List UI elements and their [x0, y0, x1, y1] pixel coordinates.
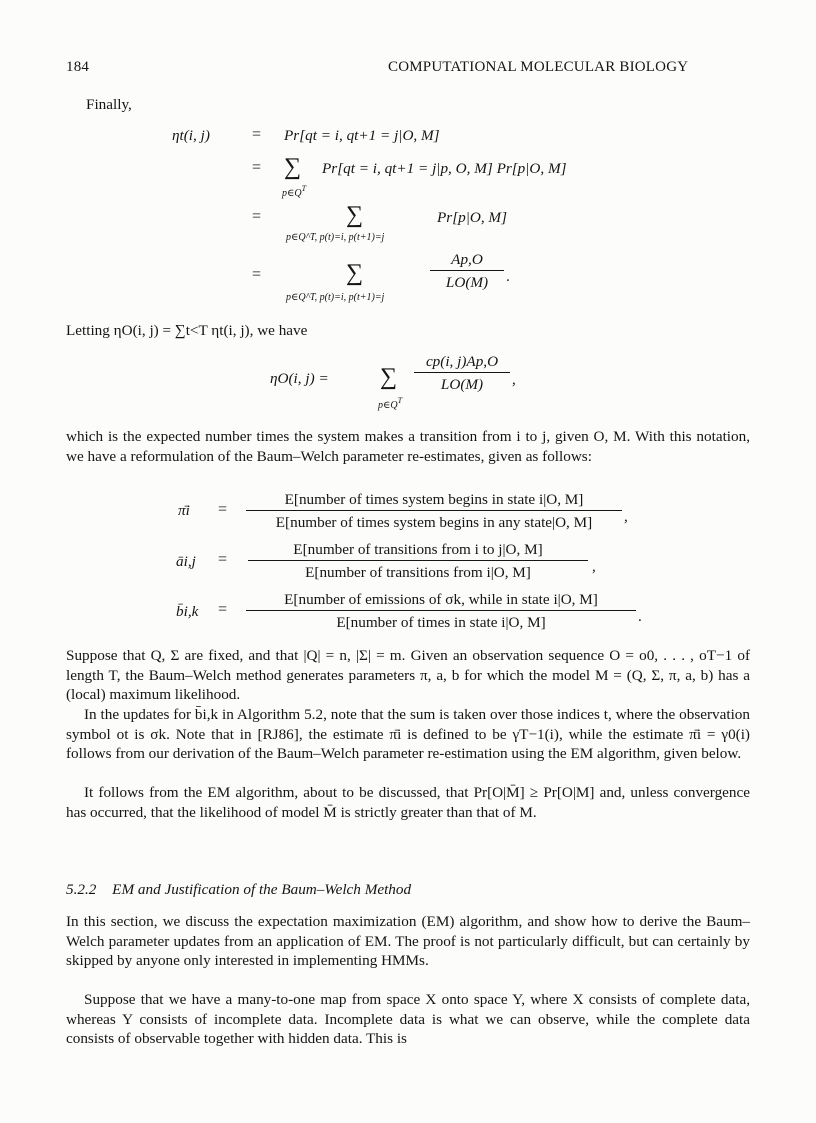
pi-bar-fraction [246, 490, 622, 532]
eta-line-4-denominator: LO(M) [445, 274, 489, 291]
pi-bar-lhs: π̄i [178, 502, 190, 519]
b-bar-denominator: E[number of times in state i|O, M] [336, 614, 546, 631]
section-title: EM and Justification of the Baum–Welch Method [112, 881, 412, 898]
a-bar-end: , [592, 558, 596, 575]
a-bar-numerator: E[number of transitions from i to j|O, M] [293, 541, 543, 558]
a-bar-rel: = [218, 551, 228, 568]
b-bar-fraction [246, 590, 636, 632]
eta-o-end: , [512, 371, 516, 388]
eta-line-2-under: $p\in Q^T$ [282, 184, 307, 199]
page-number: 184 [66, 59, 90, 75]
eta-line-4-end: . [506, 268, 510, 285]
fraction-bar [246, 510, 622, 511]
fraction-bar [430, 270, 504, 271]
running-title: COMPUTATIONAL MOLECULAR BIOLOGY [388, 59, 689, 75]
a-bar-denominator: E[number of transitions from i|O, M] [305, 564, 531, 581]
eta-o-under: $p\in Q^T$ [378, 396, 403, 411]
a-bar-fraction [248, 540, 588, 582]
eta-lhs: ηt(i, j) [172, 127, 210, 144]
pi-bar-end: , [624, 508, 628, 525]
eta-rel-4: = [252, 266, 262, 283]
letting-text: Letting ηO(i, j) = ∑t<T ηt(i, j), we have [66, 322, 308, 339]
eta-line-4-under: p∈Q^T, p(t)=i, p(t+1)=j [286, 292, 385, 303]
eta-o-fraction [414, 352, 510, 394]
paragraph-updates: In the updates for b̄i,k in Algorithm 5.2, note that the sum is taken over those indices t, where the observation symbol ot is σk. Note that in [RJ86], the estimate π̄i is defined to be γT−1(i), while the estimate π̄i = γ0(i) follows from our derivation of the Baum–Welch parameter re-estimation using the EM algorithm, given below. [66, 706, 750, 762]
eta-o-numerator: cp(i, j)Ap,O [425, 353, 499, 370]
pi-bar-rel: = [218, 501, 228, 518]
eta-o-denominator: LO(M) [440, 376, 484, 393]
eta-line-3-under: p∈Q^T, p(t)=i, p(t+1)=j [286, 232, 385, 243]
fraction-bar [414, 372, 510, 373]
eta-line-3: Pr[p|O, M] [437, 209, 507, 226]
eta-line-4-numerator: Ap,O [451, 251, 483, 268]
section-heading [66, 881, 411, 899]
eta-line-1: Pr[qt = i, qt+1 = j|O, M] [284, 127, 440, 144]
paragraph-expected-transitions: which is the expected number times the system makes a transition from i to j, given O, M. With this notation, we have a reformulation of the Baum–Welch parameter re-estimates, given as follows: [66, 428, 750, 465]
sigma-symbol-2: ∑ [346, 202, 364, 228]
eta-line-2: Pr[qt = i, qt+1 = j|p, O, M] Pr[p|O, M] [322, 160, 567, 177]
paragraph-em-intro: In this section, we discuss the expectation maximization (EM) algorithm, and show how to derive the Baum–Welch parameter updates from an application of EM. The proof is not particularly difficult, but can certainly by skipped by anyone only interested in implementing HMMs. [66, 913, 750, 969]
paragraph-em-follows: It follows from the EM algorithm, about to be discussed, that Pr[O|M̄] ≥ Pr[O|M] and, unless convergence has occurred, that the likelihood of model M̄ is strictly greater than that of M. [66, 784, 750, 821]
sigma-symbol-4: ∑ [380, 364, 398, 390]
b-bar-rel: = [218, 601, 228, 618]
eta-rel-1: = [252, 126, 262, 143]
a-bar-lhs: āi,j [176, 553, 196, 570]
section-number: 5.2.2 [66, 881, 97, 898]
intro-word: Finally, [86, 96, 132, 113]
b-bar-lhs: b̄i,k [176, 603, 199, 620]
pi-bar-denominator: E[number of times system begins in any state|O, M] [275, 514, 593, 531]
eta-line-4-fraction [430, 250, 504, 292]
paragraph-suppose-fixed: Suppose that Q, Σ are fixed, and that |Q| = n, |Σ| = m. Given an observation sequence O = o0, . . . , oT−1 of length T, the Baum–Welch method generates parameters π, a, b for which the model M = (Q, Σ, π, a, b) has a (local) maximum likelihood. [66, 647, 750, 703]
paragraph-many-to-one: Suppose that we have a many-to-one map from space X onto space Y, where X consists of complete data, whereas Y consists of incomplete data. Incomplete data is what we can observe, while the complete data consists of observable together with hidden data. This is [66, 991, 750, 1047]
fraction-bar [248, 560, 588, 561]
eta-rel-2: = [252, 159, 262, 176]
sigma-symbol-1: ∑ [284, 154, 302, 180]
b-bar-numerator: E[number of emissions of σk, while in state i|O, M] [284, 591, 598, 608]
b-bar-end: . [638, 608, 642, 625]
sigma-symbol-3: ∑ [346, 260, 364, 286]
eta-o-lhs: ηO(i, j) = [270, 370, 329, 387]
pi-bar-numerator: E[number of times system begins in state i|O, M] [284, 491, 584, 508]
fraction-bar [246, 610, 636, 611]
eta-rel-3: = [252, 208, 262, 225]
